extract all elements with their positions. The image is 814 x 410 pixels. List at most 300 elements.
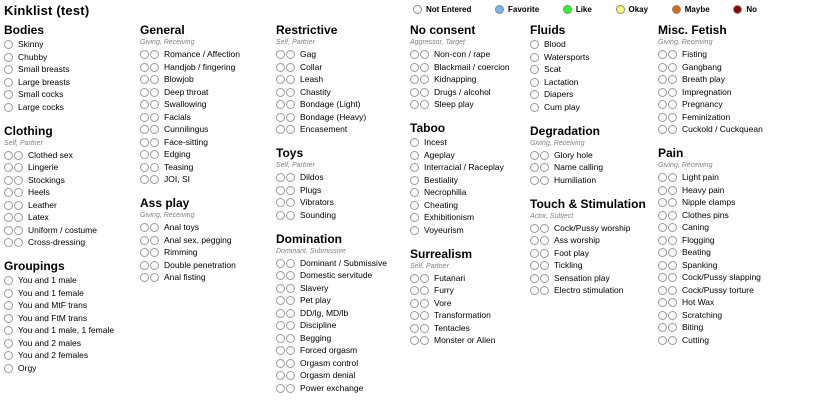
choice-circle-not-entered[interactable]	[420, 324, 429, 333]
choice-circle-not-entered[interactable]	[420, 75, 429, 84]
kink-item	[4, 163, 136, 172]
choice-circle-not-entered[interactable]	[4, 201, 13, 210]
choice-circle-not-entered[interactable]	[658, 198, 667, 207]
choice-circle-not-entered[interactable]	[540, 236, 549, 245]
kink-item	[410, 138, 526, 147]
kink-item	[658, 323, 810, 332]
category-title: General	[140, 23, 185, 37]
choice-circle-not-entered[interactable]	[4, 103, 13, 112]
choice-circle-not-entered[interactable]	[150, 223, 159, 232]
kink-item	[276, 88, 406, 97]
choice-circle-not-entered[interactable]	[276, 271, 285, 280]
choice-circle-not-entered[interactable]	[668, 223, 677, 232]
choice-circle-not-entered[interactable]	[658, 75, 667, 84]
choice-circle-not-entered[interactable]	[140, 125, 149, 134]
kink-item	[530, 236, 654, 245]
choice-circle-not-entered[interactable]	[14, 151, 23, 160]
choice-circle-not-entered[interactable]	[420, 336, 429, 345]
choice-circle-not-entered[interactable]	[668, 323, 677, 332]
kink-item-label: Pregnancy	[682, 99, 723, 109]
kink-item-label: Interracial / Raceplay	[424, 162, 504, 172]
kink-item-label: Latex	[28, 212, 49, 222]
choice-circles	[410, 311, 429, 320]
choice-circle-not-entered[interactable]	[286, 173, 295, 182]
choice-circle-not-entered[interactable]	[4, 339, 13, 348]
choice-circle-not-entered[interactable]	[140, 261, 149, 270]
kink-item	[140, 163, 272, 172]
choice-circle-not-entered[interactable]	[530, 249, 539, 258]
choice-circle-not-entered[interactable]	[668, 311, 677, 320]
kink-item-label: Electro stimulation	[554, 285, 624, 295]
choice-circle-not-entered[interactable]	[668, 88, 677, 97]
choice-circle-not-entered[interactable]	[530, 224, 539, 233]
choice-circle-not-entered[interactable]	[4, 40, 13, 49]
kink-item-label: Bondage (Light)	[300, 99, 361, 109]
choice-circle-not-entered[interactable]	[410, 75, 419, 84]
kink-item	[530, 65, 654, 74]
choice-circle-not-entered[interactable]	[140, 150, 149, 159]
choice-circle-not-entered[interactable]	[4, 65, 13, 74]
choice-circles	[4, 53, 13, 62]
choice-circle-not-entered[interactable]	[286, 100, 295, 109]
choice-circle-not-entered[interactable]	[276, 346, 285, 355]
choice-circle-not-entered[interactable]	[4, 289, 13, 298]
kink-item-label: Scat	[544, 64, 562, 74]
choice-circle-not-entered[interactable]	[276, 100, 285, 109]
choice-circle-not-entered[interactable]	[420, 63, 429, 72]
choice-circle-not-entered[interactable]	[286, 384, 295, 393]
choice-circle-not-entered[interactable]	[140, 88, 149, 97]
choice-circle-not-entered[interactable]	[668, 75, 677, 84]
legend-item-no	[733, 5, 757, 14]
choice-circle-not-entered[interactable]	[276, 296, 285, 305]
choice-circle-not-entered[interactable]	[150, 273, 159, 282]
choice-circle-not-entered[interactable]	[658, 311, 667, 320]
choice-circles	[276, 198, 295, 207]
choice-circle-not-entered[interactable]	[276, 384, 285, 393]
kink-item-label: Beating	[682, 247, 711, 257]
choice-circle-not-entered[interactable]	[540, 274, 549, 283]
choice-circle-not-entered[interactable]	[668, 100, 677, 109]
kink-item	[410, 274, 526, 283]
choice-circle-not-entered[interactable]	[530, 78, 539, 87]
kink-item	[4, 103, 136, 112]
choice-circle-not-entered[interactable]	[286, 125, 295, 134]
choice-circle-not-entered[interactable]	[420, 50, 429, 59]
legend-color-circle	[672, 5, 681, 14]
category-toys	[276, 146, 406, 220]
choice-circle-not-entered[interactable]	[150, 50, 159, 59]
choice-circle-not-entered[interactable]	[150, 113, 159, 122]
choice-circle-not-entered[interactable]	[286, 113, 295, 122]
kink-item-label: Cock/Pussy slapping	[682, 272, 761, 282]
choice-circles	[276, 334, 295, 343]
choice-circle-not-entered[interactable]	[276, 334, 285, 343]
choice-circle-not-entered[interactable]	[668, 50, 677, 59]
choice-circles	[658, 173, 677, 182]
choice-circle-not-entered[interactable]	[410, 188, 419, 197]
choice-circle-not-entered[interactable]	[286, 271, 295, 280]
choice-circle-not-entered[interactable]	[658, 173, 667, 182]
category-subtitle: Giving, Receiving	[658, 39, 713, 46]
choice-circle-not-entered[interactable]	[140, 273, 149, 282]
kink-item-label: Deep throat	[164, 86, 209, 97]
choice-circle-not-entered[interactable]	[658, 186, 667, 195]
choice-circle-not-entered[interactable]	[276, 284, 285, 293]
choice-circles	[530, 274, 549, 283]
kink-item	[276, 113, 406, 122]
choice-circle-not-entered[interactable]	[4, 78, 13, 87]
choice-circles	[140, 175, 159, 184]
choice-circle-not-entered[interactable]	[530, 176, 539, 185]
choice-circle-not-entered[interactable]	[286, 186, 295, 195]
choice-circle-not-entered[interactable]	[4, 53, 13, 62]
choice-circle-not-entered[interactable]	[140, 50, 149, 59]
choice-circle-not-entered[interactable]	[668, 113, 677, 122]
choice-circle-not-entered[interactable]	[410, 100, 419, 109]
choice-circle-not-entered[interactable]	[530, 163, 539, 172]
kink-item-label: Voyeurism	[424, 224, 464, 235]
choice-circle-not-entered[interactable]	[276, 309, 285, 318]
choice-circle-not-entered[interactable]	[540, 224, 549, 233]
choice-circle-not-entered[interactable]	[286, 75, 295, 84]
choice-circle-not-entered[interactable]	[276, 371, 285, 380]
choice-circle-not-entered[interactable]	[286, 321, 295, 330]
choice-circle-not-entered[interactable]	[276, 211, 285, 220]
choice-circle-not-entered[interactable]	[410, 213, 419, 222]
choice-circle-not-entered[interactable]	[140, 163, 149, 172]
choice-circle-not-entered[interactable]	[140, 63, 149, 72]
category-subtitle: Actor, Subject	[530, 212, 574, 220]
choice-circle-not-entered[interactable]	[150, 150, 159, 159]
kink-item-label: Orgy	[18, 362, 37, 373]
choice-circle-not-entered[interactable]	[140, 223, 149, 232]
kink-item-label: Heavy pain	[682, 184, 725, 195]
choice-circle-not-entered[interactable]	[658, 323, 667, 332]
choice-circle-not-entered[interactable]	[420, 299, 429, 308]
choice-circle-not-entered[interactable]	[286, 359, 295, 368]
choice-circle-not-entered[interactable]	[286, 63, 295, 72]
choice-circle-not-entered[interactable]	[286, 259, 295, 268]
choice-circle-not-entered[interactable]	[410, 151, 419, 160]
choice-circle-not-entered[interactable]	[276, 359, 285, 368]
choice-circle-not-entered[interactable]	[668, 63, 677, 72]
choice-circle-not-entered[interactable]	[276, 113, 285, 122]
choice-circles	[410, 176, 419, 185]
category-clothing	[4, 124, 136, 248]
kink-item	[140, 273, 272, 282]
choice-circle-not-entered[interactable]	[658, 88, 667, 97]
choice-circle-not-entered[interactable]	[530, 40, 539, 49]
choice-circle-not-entered[interactable]	[286, 50, 295, 59]
choice-circle-not-entered[interactable]	[658, 261, 667, 270]
legend-item-like	[563, 5, 592, 14]
choice-circle-not-entered[interactable]	[140, 248, 149, 257]
choice-circle-not-entered[interactable]	[4, 326, 13, 335]
kink-columns	[0, 21, 814, 396]
choice-circle-not-entered[interactable]	[658, 248, 667, 257]
choice-circle-not-entered[interactable]	[140, 113, 149, 122]
kink-item-label: Anal sex, pegging	[164, 234, 232, 245]
choice-circle-not-entered[interactable]	[410, 274, 419, 283]
choice-circle-not-entered[interactable]	[14, 176, 23, 185]
choice-circle-not-entered[interactable]	[286, 284, 295, 293]
choice-circles	[410, 324, 429, 333]
choice-circle-not-entered[interactable]	[150, 63, 159, 72]
category-touch-stimulation	[530, 197, 654, 296]
choice-circle-not-entered[interactable]	[658, 286, 667, 295]
choice-circle-not-entered[interactable]	[658, 50, 667, 59]
choice-circle-not-entered[interactable]	[668, 273, 677, 282]
choice-circle-not-entered[interactable]	[668, 173, 677, 182]
choice-circles	[658, 63, 677, 72]
kink-item-label: Blood	[544, 39, 566, 49]
kink-item	[140, 100, 272, 109]
kink-item	[410, 100, 526, 109]
choice-circles	[4, 276, 13, 285]
kink-item-label: Chastity	[300, 86, 331, 97]
choice-circle-not-entered[interactable]	[150, 125, 159, 134]
choice-circle-not-entered[interactable]	[276, 173, 285, 182]
choice-circle-not-entered[interactable]	[286, 198, 295, 207]
choice-circle-not-entered[interactable]	[530, 236, 539, 245]
choice-circle-not-entered[interactable]	[4, 351, 13, 360]
choice-circles	[658, 88, 677, 97]
kink-item	[530, 103, 654, 112]
choice-circles	[410, 299, 429, 308]
choice-circle-not-entered[interactable]	[14, 188, 23, 197]
choice-circle-not-entered[interactable]	[150, 248, 159, 257]
category-general	[140, 23, 272, 184]
kink-item-label: Tentacles	[434, 322, 470, 333]
choice-circle-not-entered[interactable]	[4, 238, 13, 247]
choice-circle-not-entered[interactable]	[668, 286, 677, 295]
choice-circle-not-entered[interactable]	[530, 274, 539, 283]
choice-circle-not-entered[interactable]	[658, 298, 667, 307]
choice-circle-not-entered[interactable]	[420, 88, 429, 97]
kink-item	[410, 75, 526, 84]
choice-circle-not-entered[interactable]	[540, 163, 549, 172]
choice-circle-not-entered[interactable]	[410, 324, 419, 333]
choice-circle-not-entered[interactable]	[150, 88, 159, 97]
choice-circle-not-entered[interactable]	[276, 259, 285, 268]
choice-circle-not-entered[interactable]	[410, 336, 419, 345]
kink-item-label: Sleep play	[434, 99, 474, 109]
choice-circle-not-entered[interactable]	[410, 88, 419, 97]
choice-circle-not-entered[interactable]	[410, 163, 419, 172]
choice-circle-not-entered[interactable]	[4, 163, 13, 172]
choice-circle-not-entered[interactable]	[150, 75, 159, 84]
kink-item	[4, 40, 136, 49]
choice-circle-not-entered[interactable]	[276, 75, 285, 84]
kink-item-label: Anal toys	[164, 222, 199, 232]
choice-circle-not-entered[interactable]	[658, 223, 667, 232]
kink-item-label: Spanking	[682, 259, 718, 270]
choice-circle-not-entered[interactable]	[286, 309, 295, 318]
choice-circles	[410, 188, 419, 197]
choice-circle-not-entered[interactable]	[668, 198, 677, 207]
choice-circle-not-entered[interactable]	[276, 186, 285, 195]
kink-item	[658, 186, 810, 195]
choice-circle-not-entered[interactable]	[540, 176, 549, 185]
kink-item	[530, 90, 654, 99]
choice-circle-not-entered[interactable]	[530, 151, 539, 160]
choice-circle-not-entered[interactable]	[540, 151, 549, 160]
choice-circle-not-entered[interactable]	[420, 286, 429, 295]
kink-item-label: Cross-dressing	[28, 237, 86, 247]
choice-circle-not-entered[interactable]	[286, 88, 295, 97]
choice-circle-not-entered[interactable]	[4, 188, 13, 197]
choice-circle-not-entered[interactable]	[286, 334, 295, 343]
choice-circle-not-entered[interactable]	[286, 211, 295, 220]
choice-circle-not-entered[interactable]	[658, 125, 667, 134]
kink-item-label: Caning	[682, 222, 709, 232]
choice-circle-not-entered[interactable]	[286, 296, 295, 305]
choice-circle-not-entered[interactable]	[530, 103, 539, 112]
choice-circle-not-entered[interactable]	[540, 261, 549, 270]
choice-circle-not-entered[interactable]	[410, 50, 419, 59]
choice-circle-not-entered[interactable]	[530, 90, 539, 99]
choice-circle-not-entered[interactable]	[4, 213, 13, 222]
choice-circle-not-entered[interactable]	[150, 100, 159, 109]
choice-circle-not-entered[interactable]	[658, 113, 667, 122]
choice-circle-not-entered[interactable]	[668, 211, 677, 220]
choice-circle-not-entered[interactable]	[410, 226, 419, 235]
choice-circle-not-entered[interactable]	[14, 201, 23, 210]
choice-circle-not-entered[interactable]	[658, 211, 667, 220]
choice-circle-not-entered[interactable]	[420, 100, 429, 109]
choice-circles	[530, 78, 539, 87]
choice-circle-not-entered[interactable]	[420, 311, 429, 320]
choice-circle-not-entered[interactable]	[658, 63, 667, 72]
choice-circle-not-entered[interactable]	[410, 63, 419, 72]
choice-circle-not-entered[interactable]	[140, 75, 149, 84]
choice-circle-not-entered[interactable]	[668, 298, 677, 307]
choice-circle-not-entered[interactable]	[14, 226, 23, 235]
choice-circle-not-entered[interactable]	[410, 311, 419, 320]
kink-item-label: Begging	[300, 332, 332, 343]
kink-item	[658, 336, 810, 345]
choice-circles	[658, 223, 677, 232]
choice-circles	[530, 249, 549, 258]
choice-circle-not-entered[interactable]	[668, 186, 677, 195]
choice-circle-not-entered[interactable]	[530, 261, 539, 270]
choice-circle-not-entered[interactable]	[4, 226, 13, 235]
choice-circle-not-entered[interactable]	[668, 248, 677, 257]
kink-item	[530, 176, 654, 185]
choice-circle-not-entered[interactable]	[150, 236, 159, 245]
kink-item	[276, 63, 406, 72]
choice-circle-not-entered[interactable]	[150, 261, 159, 270]
choice-circle-not-entered[interactable]	[420, 274, 429, 283]
choice-circle-not-entered[interactable]	[150, 175, 159, 184]
legend-label: Like	[575, 5, 592, 14]
choice-circles	[4, 201, 23, 210]
choice-circle-not-entered[interactable]	[668, 125, 677, 134]
choice-circle-not-entered[interactable]	[668, 236, 677, 245]
choice-circle-not-entered[interactable]	[276, 321, 285, 330]
choice-circle-not-entered[interactable]	[286, 346, 295, 355]
kink-item-label: Fisting	[682, 49, 708, 59]
legend-item-not-entered	[413, 5, 471, 14]
choice-circle-not-entered[interactable]	[150, 138, 159, 147]
choice-circles	[140, 125, 159, 134]
choice-circles	[276, 309, 295, 318]
choice-circle-not-entered[interactable]	[4, 364, 13, 373]
choice-circle-not-entered[interactable]	[658, 273, 667, 282]
choice-circle-not-entered[interactable]	[276, 63, 285, 72]
choice-circle-not-entered[interactable]	[658, 236, 667, 245]
legend-label: Favorite	[508, 5, 540, 14]
choice-circle-not-entered[interactable]	[4, 151, 13, 160]
choice-circle-not-entered[interactable]	[14, 213, 23, 222]
choice-circle-not-entered[interactable]	[276, 50, 285, 59]
choice-circle-not-entered[interactable]	[14, 238, 23, 247]
choice-circle-not-entered[interactable]	[14, 163, 23, 172]
choice-circle-not-entered[interactable]	[410, 176, 419, 185]
kink-item-label: Cock/Pussy worship	[554, 222, 631, 233]
choice-circle-not-entered[interactable]	[4, 301, 13, 310]
kink-item	[140, 75, 272, 84]
kink-item-label: Forced orgasm	[300, 345, 358, 355]
choice-circles	[658, 113, 677, 122]
category-title: Domination	[276, 231, 342, 246]
category-title: Degradation	[530, 123, 601, 138]
choice-circle-not-entered[interactable]	[410, 201, 419, 210]
choice-circle-not-entered[interactable]	[4, 90, 13, 99]
kink-item-label: Collar	[300, 61, 323, 72]
choice-circle-not-entered[interactable]	[530, 53, 539, 62]
choice-circle-not-entered[interactable]	[140, 100, 149, 109]
choice-circles	[4, 188, 23, 197]
choice-circle-not-entered[interactable]	[150, 163, 159, 172]
category-groupings	[4, 259, 136, 373]
choice-circle-not-entered[interactable]	[276, 88, 285, 97]
choice-circle-not-entered[interactable]	[4, 314, 13, 323]
choice-circle-not-entered[interactable]	[410, 299, 419, 308]
kink-item	[530, 249, 654, 258]
category-subtitle: Giving, Receiving	[140, 212, 195, 219]
choice-circle-not-entered[interactable]	[530, 65, 539, 74]
kink-item-label: Cutting	[682, 334, 709, 345]
choice-circle-not-entered[interactable]	[668, 261, 677, 270]
choice-circle-not-entered[interactable]	[410, 286, 419, 295]
choice-circle-not-entered[interactable]	[658, 336, 667, 345]
kink-item	[140, 261, 272, 270]
choice-circle-not-entered[interactable]	[668, 336, 677, 345]
kink-item-label: Drugs / alcohol	[434, 86, 491, 97]
choice-circle-not-entered[interactable]	[276, 125, 285, 134]
choice-circle-not-entered[interactable]	[140, 175, 149, 184]
choice-circle-not-entered[interactable]	[658, 100, 667, 109]
choice-circle-not-entered[interactable]	[410, 138, 419, 147]
choice-circle-not-entered[interactable]	[4, 276, 13, 285]
choice-circles	[658, 236, 677, 245]
choice-circle-not-entered[interactable]	[530, 286, 539, 295]
choice-circle-not-entered[interactable]	[4, 176, 13, 185]
kink-item-label: Domestic servitude	[300, 270, 373, 280]
choice-circle-not-entered[interactable]	[540, 286, 549, 295]
choice-circles	[410, 138, 419, 147]
kink-item-label: Stockings	[28, 174, 65, 185]
kink-item	[658, 273, 810, 282]
kink-item	[658, 113, 810, 122]
choice-circle-not-entered[interactable]	[276, 198, 285, 207]
choice-circle-not-entered[interactable]	[140, 138, 149, 147]
choice-circle-not-entered[interactable]	[140, 236, 149, 245]
choice-circle-not-entered[interactable]	[540, 249, 549, 258]
choice-circle-not-entered[interactable]	[286, 371, 295, 380]
